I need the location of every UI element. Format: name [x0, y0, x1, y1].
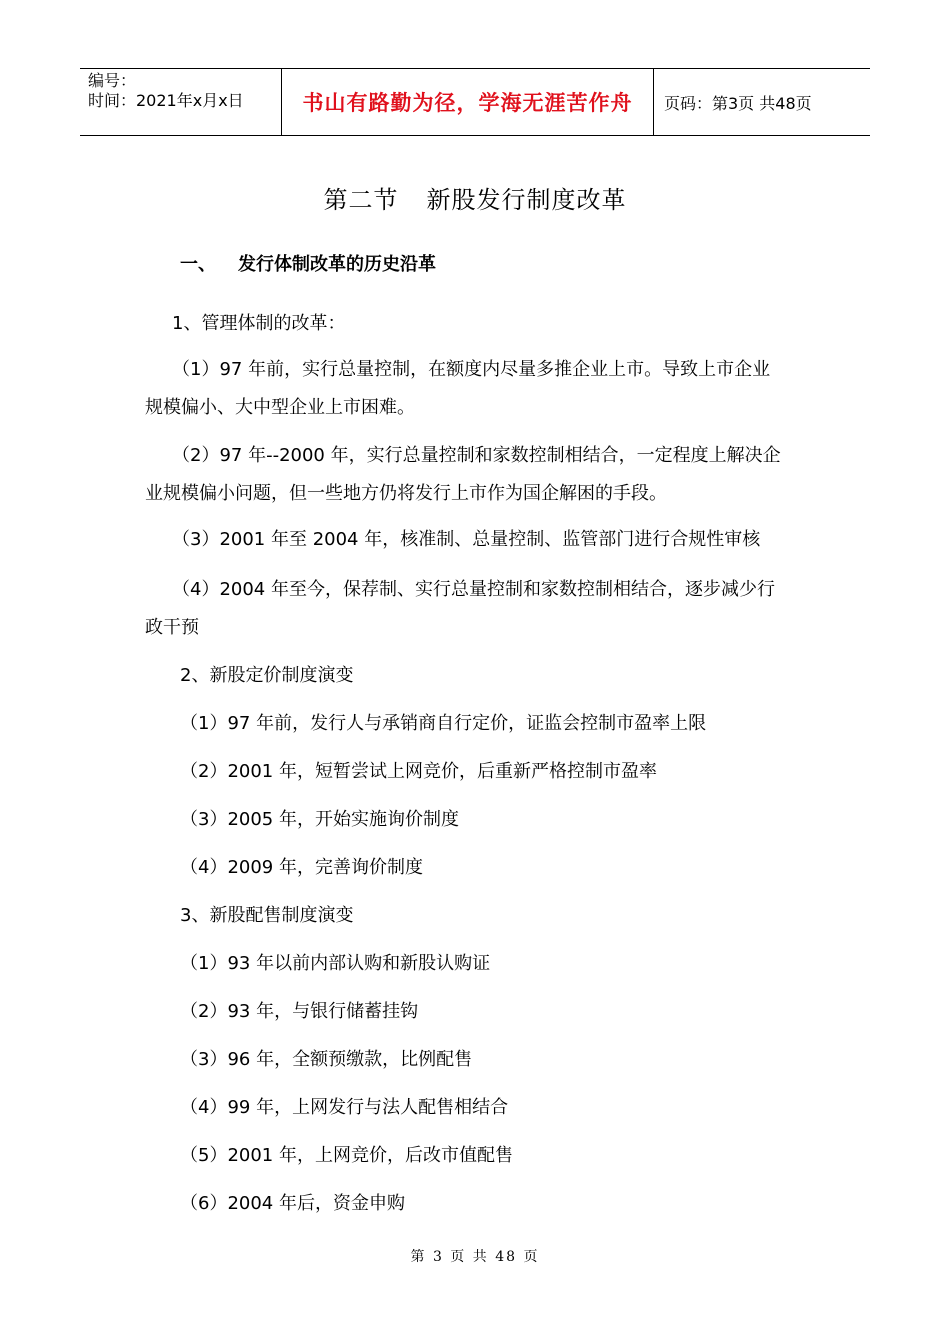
page-footer: 第 3 页 共 48 页	[410, 1249, 540, 1265]
subsection-number: 一、	[180, 254, 216, 275]
list-item: 1、管理体制的改革：	[172, 313, 346, 334]
page-header	[80, 68, 870, 136]
document-number-label: 编号：	[88, 71, 137, 90]
header-page-info: 页码：第3页 共48页	[664, 93, 812, 113]
document-date-label: 时间：2021年x月x日	[88, 91, 244, 110]
header-meta	[80, 69, 282, 135]
header-motto: 书山有路勤为径，学海无涯苦作舟	[282, 69, 654, 135]
list-item-continuation: 政干预	[145, 617, 199, 638]
section-title-number: 第二节	[323, 186, 399, 214]
list-item: （2）93 年，与银行储蓄挂钩	[180, 1001, 419, 1022]
list-item: 3、新股配售制度演变	[180, 905, 354, 926]
list-item: （2）2001 年，短暂尝试上网竞价，后重新严格控制市盈率	[180, 761, 657, 782]
list-item: （4）99 年，上网发行与法人配售相结合	[180, 1097, 509, 1118]
subsection-heading	[180, 250, 436, 276]
list-item: （6）2004 年后，资金申购	[180, 1193, 405, 1214]
list-item: （1）93 年以前内部认购和新股认购证	[180, 953, 491, 974]
list-item: （3）96 年，全额预缴款，比例配售	[180, 1049, 473, 1070]
list-item: （3）2001 年至 2004 年，核准制、总量控制、监管部门进行合规性审核	[172, 529, 761, 550]
list-item: （1）97 年前，实行总量控制，在额度内尽量多推企业上市。导致上市企业	[172, 359, 771, 380]
list-item: （4）2004 年至今，保荐制、实行总量控制和家数控制相结合，逐步减少行	[172, 579, 775, 600]
list-item: （3）2005 年，开始实施询价制度	[180, 809, 459, 830]
subsection-text: 发行体制改革的历史沿革	[238, 254, 436, 275]
list-item: （5）2001 年，上网竞价，后改市值配售	[180, 1145, 513, 1166]
list-item: 2、新股定价制度演变	[180, 665, 354, 686]
list-item-continuation: 规模偏小、大中型企业上市困难。	[145, 397, 415, 418]
list-item: （2）97 年--2000 年，实行总量控制和家数控制相结合，一定程度上解决企	[172, 445, 781, 466]
list-item-continuation: 业规模偏小问题，但一些地方仍将发行上市作为国企解困的手段。	[145, 483, 667, 504]
section-title	[0, 180, 950, 215]
section-title-text: 新股发行制度改革	[426, 186, 627, 214]
list-item: （4）2009 年，完善询价制度	[180, 857, 423, 878]
list-item: （1）97 年前，发行人与承销商自行定价，证监会控制市盈率上限	[180, 713, 707, 734]
